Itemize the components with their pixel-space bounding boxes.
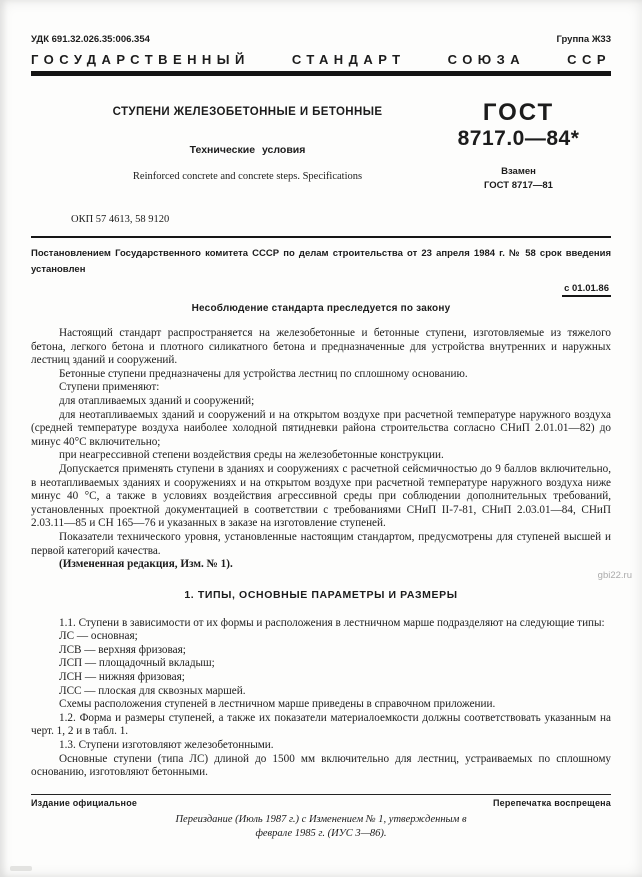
list-item: при неагрессивной степени воздействия среды на железобетонные конструкции. [59, 449, 444, 462]
paragraph: 1.1. Ступени в зависимости от их формы и расположения в лестничном марше подразделяют на следующие типы: [59, 616, 605, 629]
replaces-note [426, 165, 611, 193]
section-1-body [31, 617, 611, 780]
footer-rule [31, 794, 611, 796]
title-column [31, 98, 426, 210]
paragraph: Бетонные ступени предназначены для устройства лестниц по сплошному основанию. [59, 367, 468, 380]
paragraph: Показатели технического уровня, установленные настоящим стандартом, предусмотрены для ступеней высшей и первой категорий качества. [31, 530, 611, 557]
footer-row [31, 798, 611, 808]
title-section [31, 98, 611, 210]
reissue-note: Переиздание (Июль 1987 г.) с Изменением № 1, утвержденным в феврале 1985 г. (ИУС 3—86). [175, 814, 467, 840]
official-edition-label: Издание официальное [31, 798, 138, 809]
divider-rule [31, 236, 611, 238]
list-item: для неотапливаемых зданий и сооружений и на открытом воздухе при расчетной температуре наружного воздуха (средней температуре воздуха наиболее холодной пятидневки района строительства согласно СНиП 2.01.01—82) до минус 40°С включительно; [31, 408, 611, 448]
gost-designation-block [426, 98, 611, 210]
paragraph: Ступени применяют: [59, 381, 160, 394]
scan-artifact [10, 866, 32, 871]
udk-code: УДК 691.32.026.35:006.354 [31, 34, 150, 45]
effective-date-value: с 01.01.86 [562, 283, 611, 297]
paragraph: Схемы расположения ступеней в лестничном марше приведены в справочном приложении. [59, 698, 496, 711]
effective-date [31, 283, 611, 294]
state-standard-title: ГОСУДАРСТВЕННЫЙ СТАНДАРТ СОЮЗА ССР [31, 52, 611, 67]
group-code: Группа Ж33 [556, 34, 611, 45]
replaces-number: ГОСТ 8717—81 [484, 180, 553, 192]
paragraph: Основные ступени (типа ЛС) длиной до 1500 мм включительно для лестниц, устраиваемых по сплошному основанию, изготовляют бетонными. [31, 752, 611, 779]
document-title: СТУПЕНИ ЖЕЛЕЗОБЕТОННЫЕ И БЕТОННЫЕ [112, 106, 383, 118]
amendment-note: (Измененная редакция, Изм. № 1). [59, 558, 233, 571]
type-list-item: ЛСВ — верхняя фризовая; [59, 643, 186, 656]
decree-paragraph: Постановлением Государственного комитета СССР по делам строительства от 23 апреля 1984 г. № 58 срок введения установлен [31, 248, 611, 275]
type-list-item: ЛСП — площадочный вкладыш; [59, 657, 215, 670]
paragraph: 1.3. Ступени изготовляют железобетонными. [59, 739, 274, 752]
section-1-heading: 1. ТИПЫ, ОСНОВНЫЕ ПАРАМЕТРЫ И РАЗМЕРЫ [184, 588, 458, 601]
header-rule [31, 71, 611, 76]
type-list-item: ЛСН — нижняя фризовая; [59, 671, 185, 684]
document-title-english: Reinforced concrete and concrete steps. Specifications [132, 171, 363, 182]
document-subtitle: Технические условия [189, 144, 306, 156]
body-text [31, 327, 611, 572]
gost-number: 8717.0—84* [457, 127, 580, 151]
type-list-item: ЛСС — плоская для сквозных маршей. [59, 684, 246, 697]
site-watermark: gbi22.ru [597, 570, 632, 581]
paragraph: Настоящий стандарт распространяется на железобетонные и бетонные ступени, изготовляемые из тяжелого бетона, легкого бетона и плотного силикатного бетона и предназначенные для устройства внутренних и наружных лестниц зданий и сооружений. [31, 327, 611, 367]
paragraph: Допускается применять ступени в зданиях и сооружениях с расчетной сейсмичностью до 9 баллов включительно, в неотапливаемых зданиях и сооружениях и на открытом воздухе при расчетной температуре наружного воздуха ниже минус 40 °С, а также в условиях воздействия агрессивной среды при соблюдении дополнительных требований, установленных проектной документацией в соответствии с требованиями СНиП II-7-81, СНиП 2.03.01—84, СНиП 2.03.11—85 и СН 165—76 и указанных в заказе на изготовление ступеней. [31, 462, 611, 530]
gost-label: ГОСТ [482, 99, 555, 126]
okp-codes: ОКП 57 4613, 58 9120 [71, 214, 170, 225]
reprint-prohibited-label: Перепечатка воспрещена [492, 798, 611, 809]
law-notice: Несоблюдение стандарта преследуется по закону [191, 303, 451, 314]
list-item: для отапливаемых зданий и сооружений; [59, 394, 255, 407]
type-list-item: ЛС — основная; [59, 630, 138, 643]
classification-row [31, 34, 611, 45]
paragraph: 1.2. Форма и размеры ступеней, а также их показатели материалоемкости должны соответствовать указанным на черт. 1, 2 и в табл. 1. [31, 711, 611, 738]
replaces-label: Взамен [501, 166, 536, 178]
